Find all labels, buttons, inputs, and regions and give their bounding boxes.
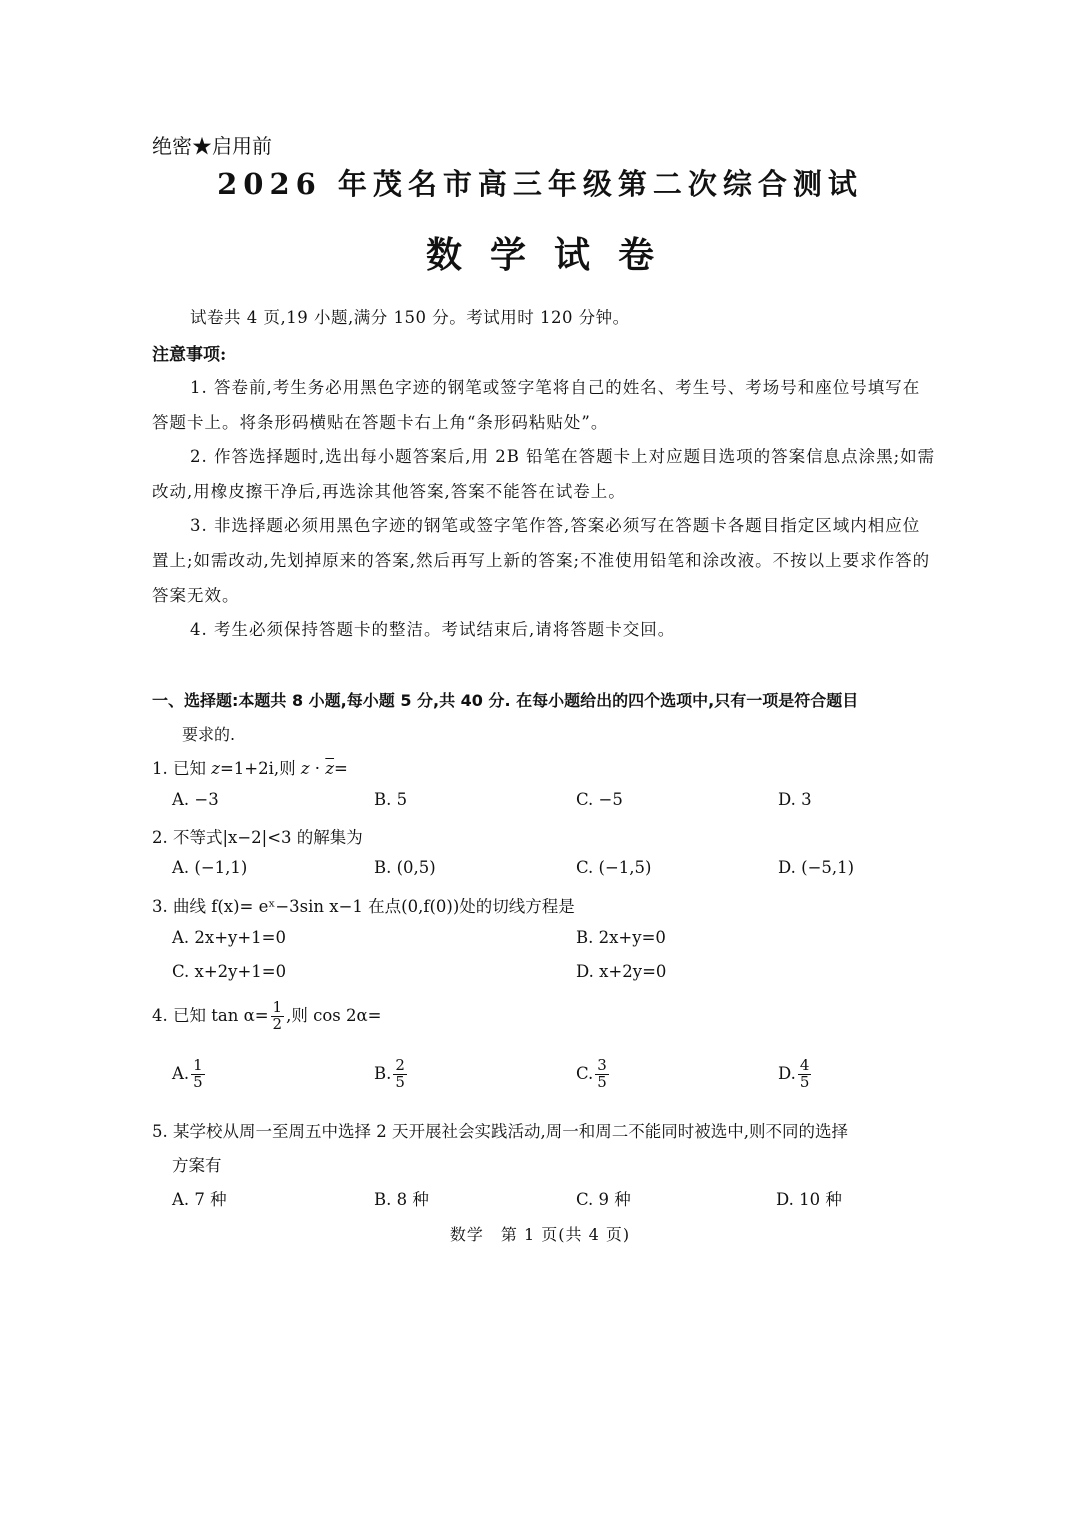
q3-option-b: B. 2x+y=0 — [576, 928, 666, 947]
exam-title: 2026 年茂名市高三年级第二次综合测试 — [217, 167, 863, 201]
q2-option-b: B. (0,5) — [374, 858, 436, 877]
q1-option-a: A. −3 — [172, 790, 219, 809]
q5-option-b: B. 8 种 — [374, 1190, 429, 1209]
q3-option-d: D. x+2y=0 — [576, 962, 667, 981]
fraction: $\frac{1}{2}$ — [272, 998, 283, 1033]
subject-title: 数学试卷 — [425, 234, 682, 276]
q1-option-d: D. 3 — [778, 790, 812, 809]
exam-info: 试卷共 4 页,19 小题,满分 150 分。考试用时 120 分钟。 — [190, 308, 630, 327]
section-title: 一、选择题:本题共 8 小题,每小题 5 分,共 40 分. 在每小题给出的四个选项中,只有一项是符合题目 — [152, 691, 859, 710]
q2-option-c: C. (−1,5) — [576, 858, 652, 877]
notice-item-1: 1. 答卷前,考生务必用黑色字迹的钢笔或签字笔将自己的姓名、考生号、考场号和座位号填写在答题卡上。将条形码横贴在答题卡右上角“条形码粘贴处”。 — [152, 378, 921, 432]
q5-option-a: A. 7 种 — [172, 1190, 227, 1209]
confidential-label: 绝密★启用前 — [152, 134, 272, 158]
notice-item-3: 3. 非选择题必须用黑色字迹的钢笔或签字笔作答,答案必须写在答题卡各题目指定区域内相应位置上;如需改动,先划掉原来的答案,然后再写上新的答案;不准使用铅笔和涂改液。不按以上要求作答的答案无效。 — [152, 516, 931, 605]
q1-option-c: C. −5 — [576, 790, 623, 809]
q2-option-a: A. (−1,1) — [172, 858, 248, 877]
page-footer: 数学 第 1 页(共 4 页) — [449, 1225, 631, 1244]
question-3-stem: 3. 曲线 f(x)= eˣ−3sin x−1 在点(0,f(0))处的切线方程是 — [152, 897, 575, 916]
q2-option-d: D. (−5,1) — [778, 858, 855, 877]
question-4-stem: 4. 已知 tan α= $\frac{1}{2}$ ,则 cos 2α= — [152, 998, 382, 1033]
question-2-stem: 2. 不等式|x−2|<3 的解集为 — [152, 828, 363, 847]
q4-option-b: B. $\frac{2}{5}$ — [374, 1056, 405, 1091]
q3-option-c: C. x+2y+1=0 — [172, 962, 287, 981]
notice-item-2: 2. 作答选择题时,选出每小题答案后,用 2B 铅笔在答题卡上对应题目选项的答案信息点涂黑;如需改动,用橡皮擦干净后,再选涂其他答案,答案不能答在试卷上。 — [152, 447, 936, 501]
q5-option-d: D. 10 种 — [776, 1190, 842, 1209]
question-5-stem: 5. 某学校从周一至周五中选择 2 天开展社会实践活动,周一和周二不能同时被选中,则不同的选择 — [152, 1122, 848, 1141]
q3-option-a: A. 2x+y+1=0 — [172, 928, 287, 947]
section-heading — [152, 684, 937, 752]
question-1-stem: 1. 已知 z=1+2i,则 $z \cdot \overline{z}=$ — [152, 759, 348, 778]
q4-option-c: C. $\frac{3}{5}$ — [576, 1056, 607, 1091]
question-5-stem-cont: 方案有 — [172, 1156, 222, 1175]
notice-item-4: 4. 考生必须保持答题卡的整洁。考试结束后,请将答题卡交回。 — [190, 620, 676, 640]
q5-option-c: C. 9 种 — [576, 1190, 631, 1209]
q4-option-d: D. $\frac{4}{5}$ — [778, 1056, 810, 1091]
q4-option-a: A. $\frac{1}{5}$ — [172, 1056, 203, 1091]
q1-option-b: B. 5 — [374, 790, 408, 809]
notice-heading: 注意事项: — [152, 345, 227, 365]
notice-list — [152, 371, 937, 648]
section-title-cont: 要求的. — [182, 725, 236, 744]
